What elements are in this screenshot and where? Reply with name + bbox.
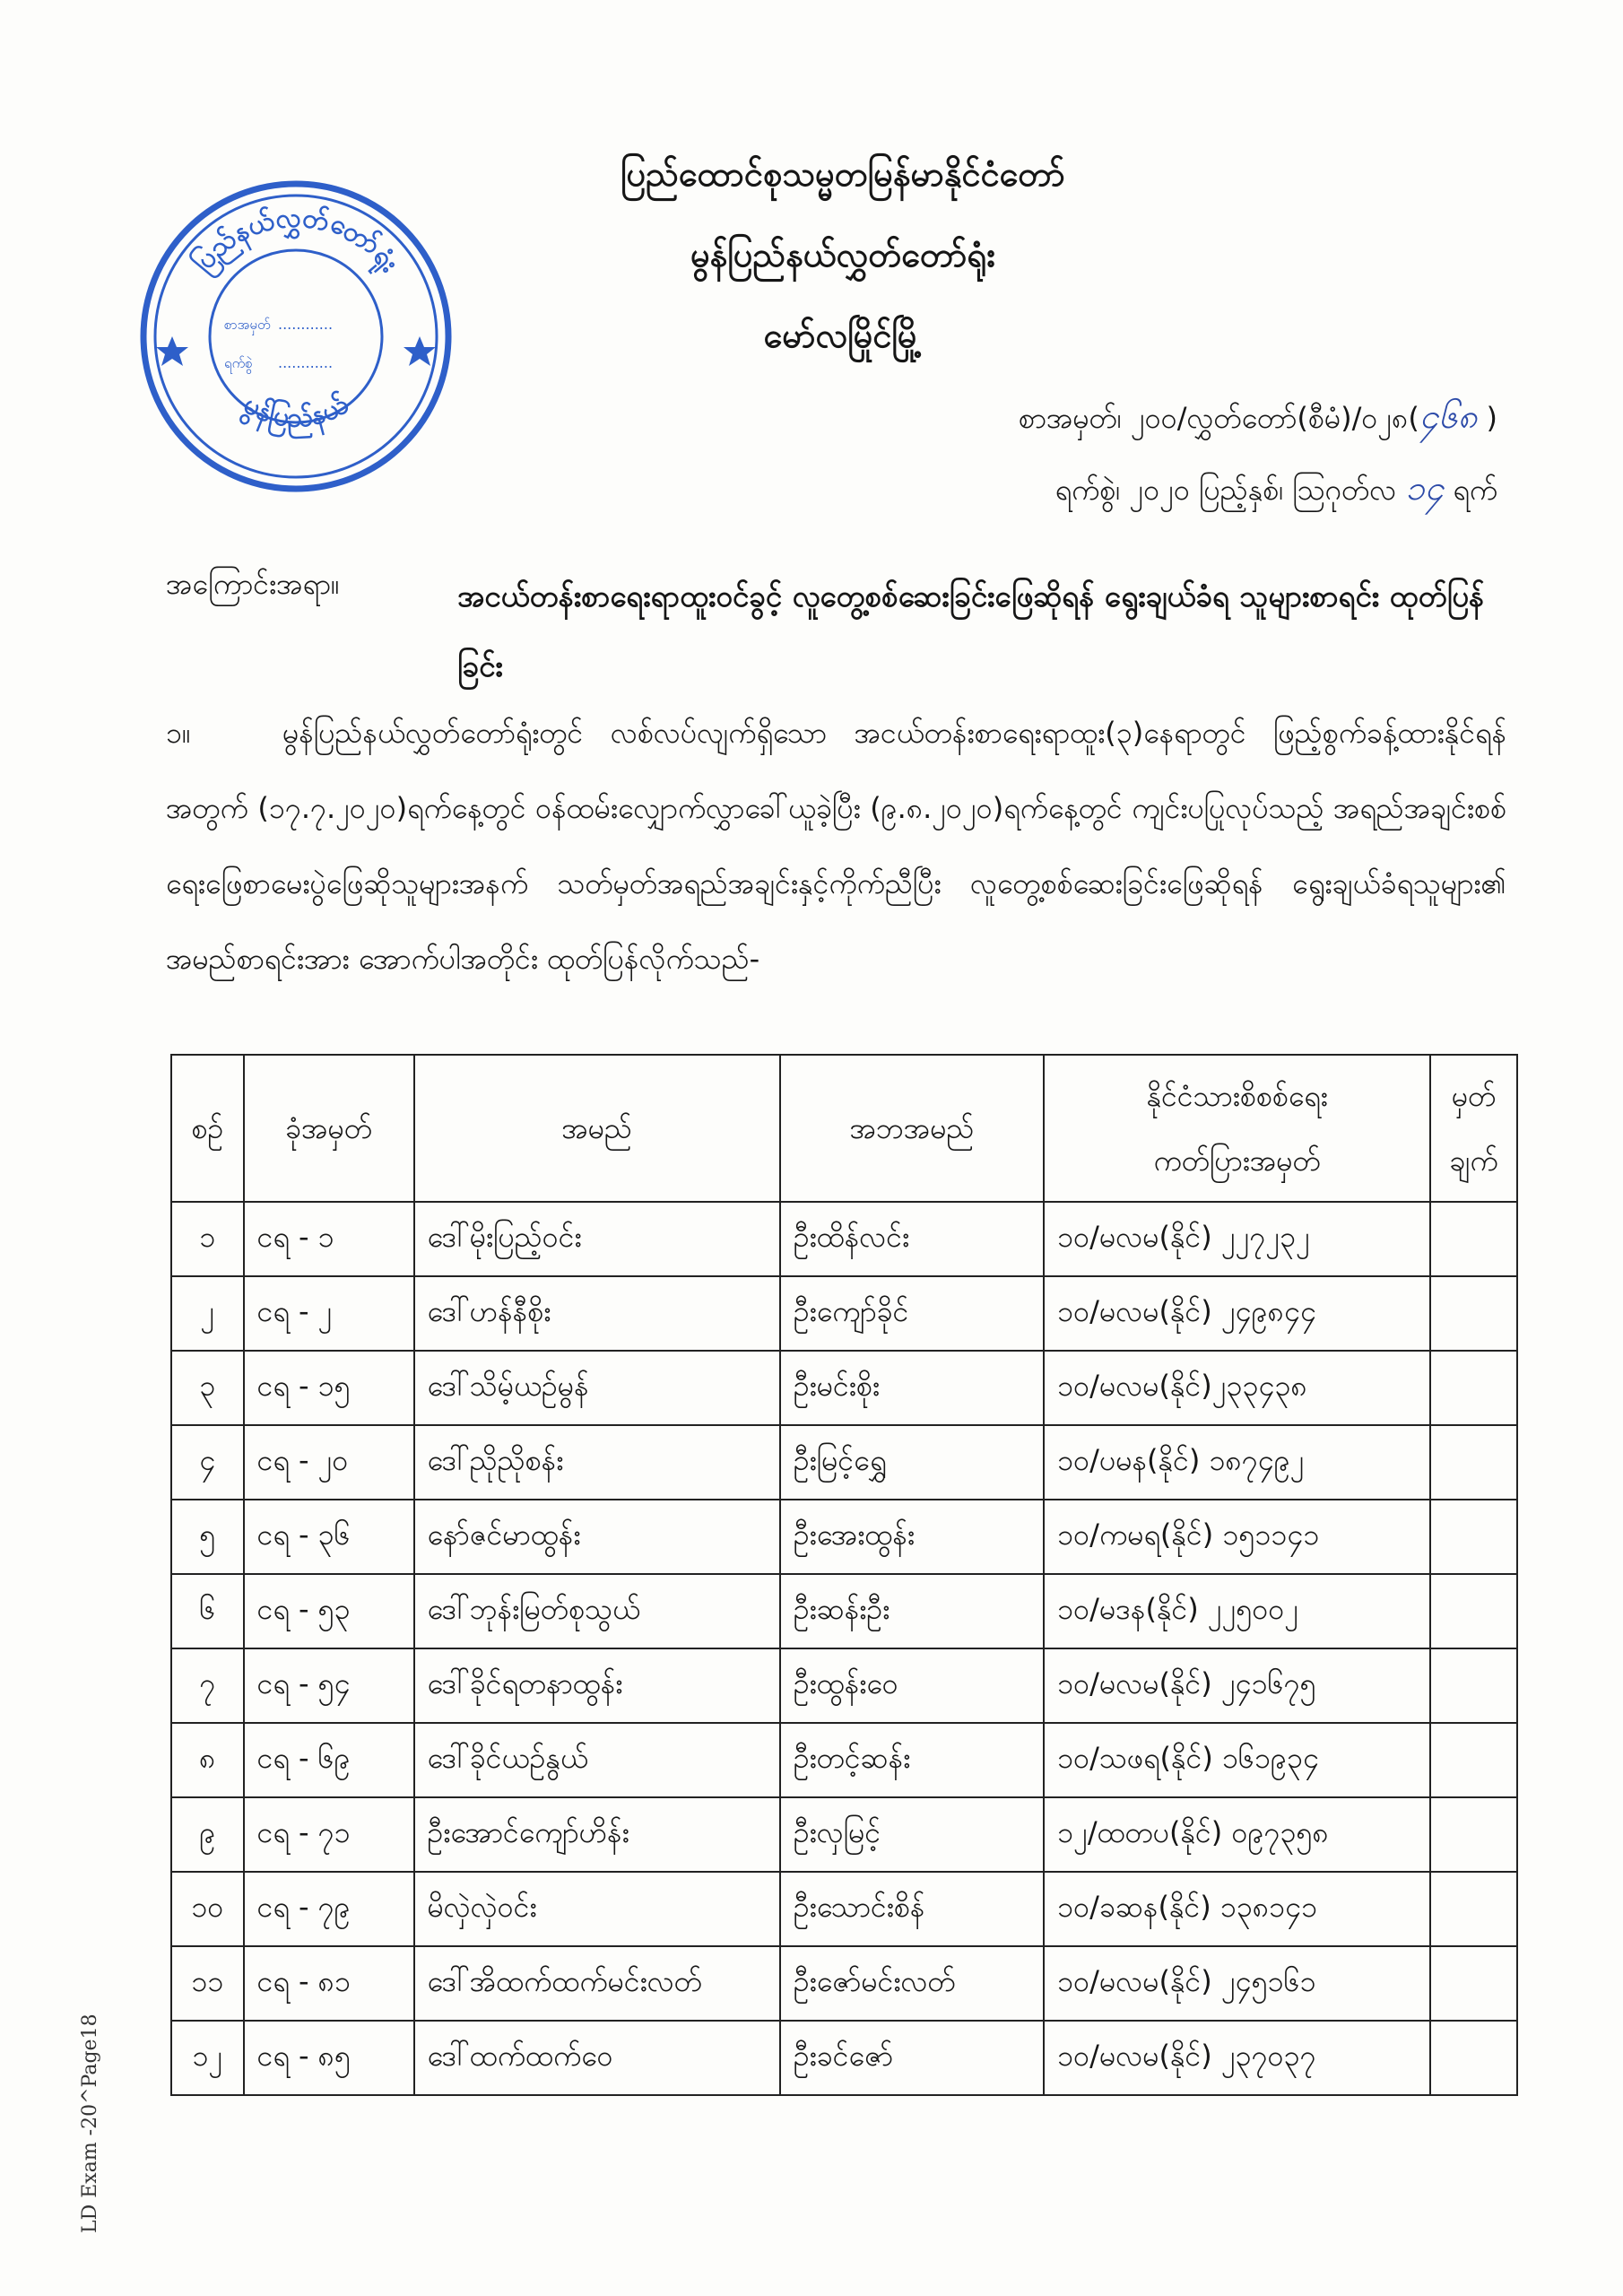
seal-line2-dots: ............: [278, 354, 334, 371]
cell-remark: [1430, 1351, 1517, 1425]
cell-remark: [1430, 1202, 1517, 1276]
table-row: [171, 1723, 1517, 1797]
table-row: [171, 1202, 1517, 1276]
cell-name: ဒေါ်သိမ့်ယဉ်မွန်: [414, 1351, 780, 1425]
table-row: [171, 1648, 1517, 1723]
cell-no: ၁: [171, 1202, 244, 1276]
cell-remark: [1430, 1574, 1517, 1648]
cell-name: ဒေါ်အိထက်ထက်မင်းလတ်: [414, 1946, 780, 2021]
letter-date-prefix: ရက်စွဲ၊ ၂၀၂၀ ပြည့်နှစ်၊ ဩဂုတ်လ: [1055, 473, 1397, 507]
svg-text:ပြည်နယ်လွှတ်တော်ရုံး: [185, 202, 404, 283]
cell-remark: [1430, 1500, 1517, 1574]
cell-nrc: ၁၀/မလမ(နိုင်) ၂၄၉၈၄၄: [1044, 1276, 1430, 1351]
cell-father: ဦးလှမြင့်: [780, 1797, 1044, 1872]
header-father: အဘအမည်: [780, 1055, 1044, 1202]
cell-no: ၁၀: [171, 1872, 244, 1946]
letter-number-handwritten: ၄၆၈: [1419, 396, 1478, 436]
cell-name: နော်ဇင်မာထွန်း: [414, 1500, 780, 1574]
cell-remark: [1430, 1797, 1517, 1872]
cell-name: ဒေါ်မိုးပြည့်ဝင်း: [414, 1202, 780, 1276]
seal-line1-label: စာအမှတ်: [224, 317, 271, 333]
seal-star-left-icon: [156, 336, 188, 366]
cell-no: ၁၁: [171, 1946, 244, 2021]
header-nrc: [1044, 1055, 1430, 1202]
seal-line1-dots: ............: [278, 316, 334, 333]
letter-number-suffix: ): [1477, 401, 1497, 435]
table-header-row: [171, 1055, 1517, 1202]
paragraph-number: ၁။: [166, 716, 191, 750]
header-city: မော်လမြိုင်မြို့: [763, 316, 923, 355]
cell-remark: [1430, 1872, 1517, 1946]
header-remark: [1430, 1055, 1517, 1202]
cell-no: ၆: [171, 1574, 244, 1648]
table-row: [171, 1872, 1517, 1946]
cell-nrc: ၁၀/သဖရ(နိုင်) ၁၆၁၉၃၄: [1044, 1723, 1430, 1797]
cell-no: ၉: [171, 1797, 244, 1872]
cell-no: ၁၂: [171, 2021, 244, 2095]
subject-label: အကြောင်းအရာ။: [166, 567, 340, 601]
header-roll: ခုံအမှတ်: [244, 1055, 414, 1202]
seal-line2-label: ရက်စွဲ: [224, 355, 253, 371]
cell-nrc: ၁၀/မလမ(နိုင်) ၂၄၁၆၇၅: [1044, 1648, 1430, 1723]
cell-nrc: ၁၂/ထတပ(နိုင်) ၀၉၇၃၅၈: [1044, 1797, 1430, 1872]
cell-nrc: ၁၀/မလမ(နိုင်) ၂၃၇၀၃၇: [1044, 2021, 1430, 2095]
header-nrc-line2: ကတ်ပြားအမှတ်: [1153, 1144, 1321, 1178]
cell-roll: ငရ - ၃၆: [244, 1500, 414, 1574]
cell-father: ဦးထွန်းဝေ: [780, 1648, 1044, 1723]
table-row: [171, 1574, 1517, 1648]
candidate-table: [170, 1054, 1518, 2096]
table-row: [171, 1351, 1517, 1425]
cell-roll: ငရ - ၂၀: [244, 1425, 414, 1500]
header-remark-line1: မှတ်: [1451, 1079, 1497, 1113]
cell-nrc: ၁၀/ခဆန(နိုင်) ၁၃၈၁၄၁: [1044, 1872, 1430, 1946]
seal-graphic: [135, 175, 457, 498]
table-row: [171, 1500, 1517, 1574]
table-row: [171, 2021, 1517, 2095]
table-row: [171, 1946, 1517, 2021]
official-seal: [135, 175, 457, 498]
cell-remark: [1430, 1946, 1517, 2021]
cell-father: ဦးဇော်မင်းလတ်: [780, 1946, 1044, 2021]
cell-remark: [1430, 1648, 1517, 1723]
cell-name: မိလှဲလှဲဝင်း: [414, 1872, 780, 1946]
cell-nrc: ၁၀/မလမ(နိုင်)၂၃၃၄၃၈: [1044, 1351, 1430, 1425]
cell-roll: ငရ - ၅၃: [244, 1574, 414, 1648]
cell-nrc: ၁၀/မလမ(နိုင်) ၂၄၅၁၆၁: [1044, 1946, 1430, 2021]
svg-text:မွန်ပြည်နယ်: [235, 387, 354, 440]
cell-roll: ငရ - ၁၅: [244, 1351, 414, 1425]
cell-father: ဦးမင်းစိုး: [780, 1351, 1044, 1425]
table-row: [171, 1425, 1517, 1500]
table-row: [171, 1797, 1517, 1872]
cell-name: ဒေါ်ညိုညိုစန်း: [414, 1425, 780, 1500]
cell-nrc: ၁၀/ကမရ(နိုင်) ၁၅၁၁၄၁: [1044, 1500, 1430, 1574]
cell-remark: [1430, 1723, 1517, 1797]
letter-number: [1019, 395, 1497, 445]
seal-bottom-text: မွန်ပြည်နယ်: [238, 388, 354, 435]
seal-top-text: ပြည်နယ်လွှတ်တော်ရုံး: [187, 202, 405, 279]
cell-roll: ငရ - ၁: [244, 1202, 414, 1276]
cell-father: ဦးမြင့်ရွှေ: [780, 1425, 1044, 1500]
cell-roll: ငရ - ၇၁: [244, 1797, 414, 1872]
table-row: [171, 1276, 1517, 1351]
cell-father: ဦးဆန်းဦး: [780, 1574, 1044, 1648]
subject-text: အငယ်တန်းစာရေးရာထူးဝင်ခွင့် လူတွေ့စစ်ဆေးခြင်းဖြေဆိုရန် ရွေးချယ်ခံရ သူများစာရင်း ထုတ်ပြန်ခြင်း: [457, 578, 1485, 683]
cell-nrc: ၁၀/ပမန(နိုင်) ၁၈၇၄၉၂: [1044, 1425, 1430, 1500]
header-remark-line2: ချက်: [1449, 1144, 1498, 1178]
seal-star-right-icon: [404, 336, 436, 366]
letter-number-prefix: စာအမှတ်၊ ၂၀၀/လွှတ်တော်(စီမံ)/၀၂၈(: [1018, 401, 1419, 435]
cell-father: ဦးတင့်ဆန်း: [780, 1723, 1044, 1797]
letter-date-handwritten: ၁၄: [1405, 468, 1445, 508]
cell-name: ဒေါ်ထက်ထက်ဝေ: [414, 2021, 780, 2095]
cell-no: ၇: [171, 1648, 244, 1723]
cell-no: ၈: [171, 1723, 244, 1797]
cell-nrc: ၁၀/မလမ(နိုင်) ၂၂၇၂၃၂: [1044, 1202, 1430, 1276]
cell-roll: ငရ - ၈၁: [244, 1946, 414, 2021]
paragraph-text: မွန်ပြည်နယ်လွှတ်တော်ရုံးတွင် လစ်လပ်လျက်ရှိသော အငယ်တန်းစာရေးရာထူး(၃)နေရာတွင် ဖြည့်စွက်ခန့်ထားနိုင်ရန်အတွက် (၁၇.၇.၂၀၂၀)ရက်နေ့တွင် ဝန်ထမ်းလျှောက်လွှာခေါ်ယူခဲ့ပြီး (၉.၈.၂၀၂၀)ရက်နေ့တွင် ကျင်းပပြုလုပ်သည့် အရည်အချင်းစစ်ရေးဖြေစာမေးပွဲဖြေဆိုသူများအနက် သတ်မှတ်အရည်အချင်းနှင့်ကိုက်ညီပြီး လူတွေ့စစ်ဆေးခြင်းဖြေဆိုရန် ရွေးချယ်ခံရသူများ၏ အမည်စာရင်းအား အောက်ပါအတိုင်း ထုတ်ပြန်လိုက်သည်-: [166, 716, 1506, 976]
side-note: LD Exam -20^Page18: [79, 2013, 101, 2233]
cell-father: ဦးသောင်းစိန်: [780, 1872, 1044, 1946]
header-nrc-line1: နိုင်ငံသားစိစစ်ရေး: [1146, 1079, 1328, 1113]
cell-father: ဦးကျော်ခိုင်: [780, 1276, 1044, 1351]
letter-date-suffix: ရက်: [1453, 473, 1497, 507]
cell-no: ၄: [171, 1425, 244, 1500]
cell-father: ဦးခင်ဇော်: [780, 2021, 1044, 2095]
cell-name: ဒေါ်ဟန်နီစိုး: [414, 1276, 780, 1351]
cell-name: ဦးအောင်ကျော်ဟိန်း: [414, 1797, 780, 1872]
letter-date: [1055, 466, 1497, 517]
cell-no: ၅: [171, 1500, 244, 1574]
cell-remark: [1430, 2021, 1517, 2095]
header-office: မွန်ပြည်နယ်လွှတ်တော်ရုံး: [690, 235, 996, 274]
cell-name: ဒေါ်ခိုင်ရတနာထွန်း: [414, 1648, 780, 1723]
cell-remark: [1430, 1425, 1517, 1500]
header-country: ပြည်ထောင်စုသမ္မတမြန်မာနိုင်ငံတော်: [621, 154, 1065, 194]
cell-remark: [1430, 1276, 1517, 1351]
cell-nrc: ၁၀/မဒန(နိုင်) ၂၂၅၀၀၂: [1044, 1574, 1430, 1648]
cell-roll: ငရ - ၆၉: [244, 1723, 414, 1797]
cell-no: ၂: [171, 1276, 244, 1351]
cell-name: ဒေါ်ခိုင်ယဉ်နွယ်: [414, 1723, 780, 1797]
cell-father: ဦးအေးထွန်း: [780, 1500, 1044, 1574]
cell-name: ဒေါ်ဘုန်းမြတ်စုသွယ်: [414, 1574, 780, 1648]
header-no: စဉ်: [171, 1055, 244, 1202]
cell-roll: ငရ - ၇၉: [244, 1872, 414, 1946]
cell-father: ဦးထိန်လင်း: [780, 1202, 1044, 1276]
cell-no: ၃: [171, 1351, 244, 1425]
cell-roll: ငရ - ၈၅: [244, 2021, 414, 2095]
header-name: အမည်: [414, 1055, 780, 1202]
body-paragraph: [166, 695, 1506, 996]
cell-roll: ငရ - ၂: [244, 1276, 414, 1351]
cell-roll: ငရ - ၅၄: [244, 1648, 414, 1723]
